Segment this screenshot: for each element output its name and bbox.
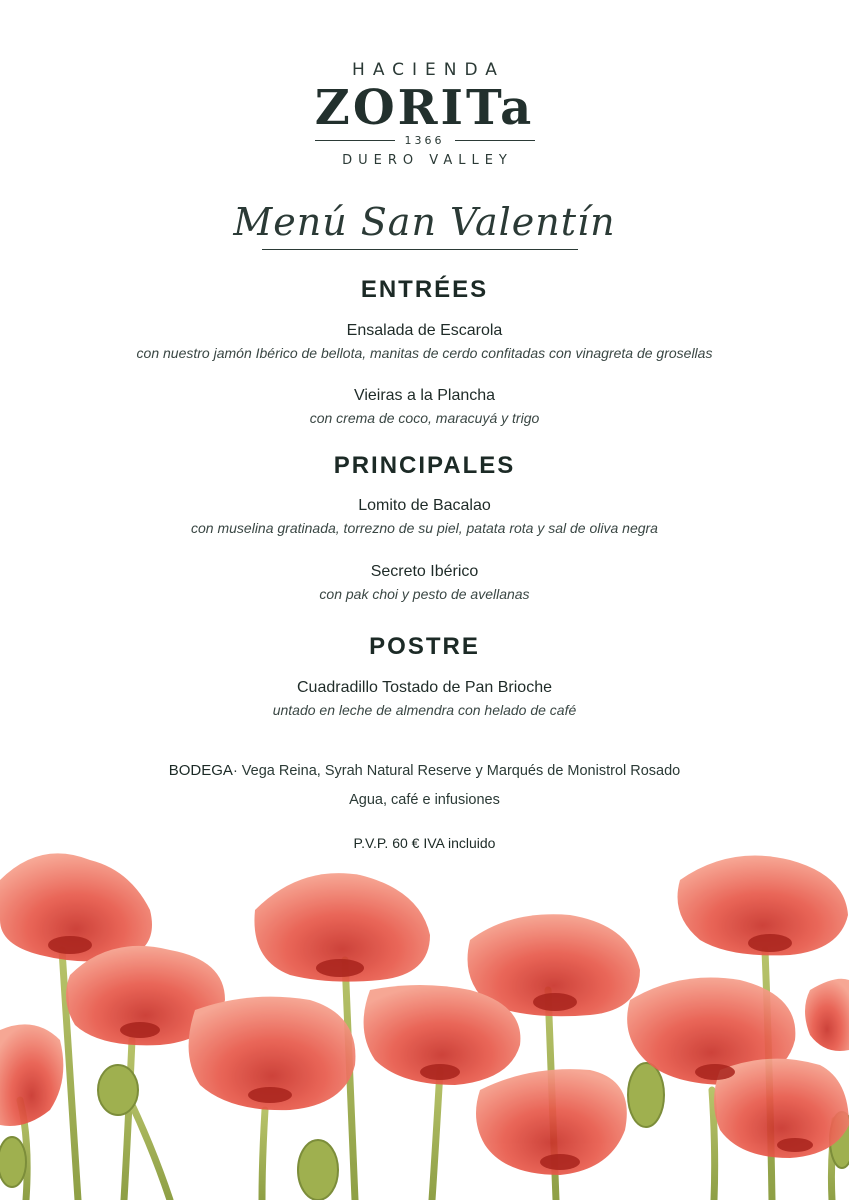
dish-name: Ensalada de Escarola: [346, 322, 503, 339]
dish-item: [0, 677, 849, 721]
logo-year: 1366: [404, 134, 445, 147]
logo-rule-right: [455, 140, 535, 141]
dish-item: [0, 495, 849, 539]
section-postre: [0, 633, 849, 661]
dish-item: [0, 320, 849, 364]
dish-description: con crema de coco, maracuyá y trigo: [309, 410, 540, 426]
menu-title-underline: [262, 249, 578, 250]
brand-logo: [0, 60, 849, 168]
dish-description: con muselina gratinada, torrezno de su piel, patata rota y sal de oliva negra: [191, 520, 658, 536]
dish-description: con pak choi y pesto de avellanas: [319, 586, 530, 602]
bodega-text: · Vega Reina, Syrah Natural Reserve y Marqués de Monistrol Rosado: [232, 763, 681, 779]
dish-description: untado en leche de almendra con helado de café: [272, 702, 577, 718]
section-title-postre: POSTRE: [369, 633, 480, 660]
price-line: P.V.P. 60 € IVA incluido: [353, 835, 496, 851]
logo-bottom-text: DUERO VALLEY: [342, 153, 513, 168]
bodega-label: BODEGA: [168, 762, 233, 779]
section-title-entrees: ENTRÉES: [360, 276, 489, 303]
menu-title: Menú San Valentín: [233, 200, 616, 244]
section-principales: [0, 452, 849, 480]
dish-item: [0, 385, 849, 429]
section-entrees: [0, 276, 849, 304]
dish-name: Vieiras a la Plancha: [353, 387, 496, 404]
bodega-line: [0, 762, 849, 779]
dish-name: Secreto Ibérico: [370, 563, 479, 580]
dish-name: Cuadradillo Tostado de Pan Brioche: [297, 679, 552, 696]
drinks-line: Agua, café e infusiones: [349, 792, 500, 808]
logo-main-text: ZORITa: [314, 80, 535, 136]
logo-rule-left: [315, 140, 395, 141]
dish-description: con nuestro jamón Ibérico de bellota, manitas de cerdo confitadas con vinagreta de grosellas: [136, 345, 713, 361]
dish-item: [0, 561, 849, 605]
logo-top-text: HACIENDA: [352, 60, 505, 80]
logo-year-row: [0, 134, 849, 147]
dish-name: Lomito de Bacalao: [358, 497, 491, 514]
section-title-principales: PRINCIPALES: [333, 452, 516, 479]
poppy-illustration: [0, 840, 849, 1200]
